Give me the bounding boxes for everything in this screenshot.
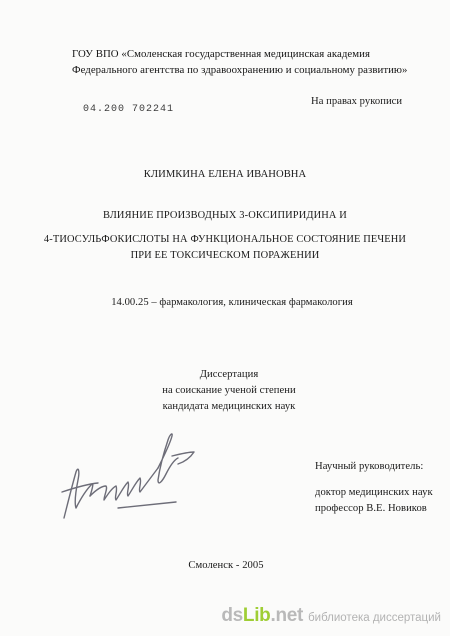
author-signature-image <box>54 410 214 530</box>
supervisor-degree: доктор медицинских наук <box>315 487 433 498</box>
archive-stamp-code: 04.200 702241 <box>83 104 175 115</box>
dslib-logo <box>221 606 303 626</box>
institution-line-2: Федерального агентства по здравоохранению и социальному развитию» <box>72 64 408 76</box>
title-line-2: 4-ТИОСУЛЬФОКИСЛОТЫ НА ФУНКЦИОНАЛЬНОЕ СОСТОЯНИЕ ПЕЧЕНИ <box>43 234 407 245</box>
supervisor-name: профессор В.Е. Новиков <box>315 503 427 514</box>
dslib-watermark <box>221 602 441 630</box>
dslib-watermark-text: библиотека диссертаций <box>308 611 441 624</box>
manuscript-rights-note: На правах рукописи <box>311 96 403 107</box>
degree-line-2: на соискание ученой степени <box>162 385 296 396</box>
title-line-1: ВЛИЯНИЕ ПРОИЗВОДНЫХ 3-ОКСИПИРИДИНА И <box>103 210 347 221</box>
dslib-logo-part2: Lib <box>242 605 271 626</box>
dslib-logo-part3: .net <box>270 605 304 626</box>
author-name: КЛИМКИНА ЕЛЕНА ИВАНОВНА <box>143 169 307 180</box>
supervisor-label: Научный руководитель: <box>315 461 424 472</box>
specialty-code: 14.00.25 – фармакология, клиническая фармакология <box>111 297 353 308</box>
city-year: Смоленск - 2005 <box>188 560 264 571</box>
title-line-3: ПРИ ЕЕ ТОКСИЧЕСКОМ ПОРАЖЕНИИ <box>130 250 320 261</box>
degree-line-1: Диссертация <box>199 369 259 380</box>
institution-line-1: ГОУ ВПО «Смоленская государственная медицинская академия <box>72 48 370 60</box>
degree-line-3: кандидата медицинских наук <box>162 401 296 412</box>
dslib-logo-part1: ds <box>221 605 243 626</box>
